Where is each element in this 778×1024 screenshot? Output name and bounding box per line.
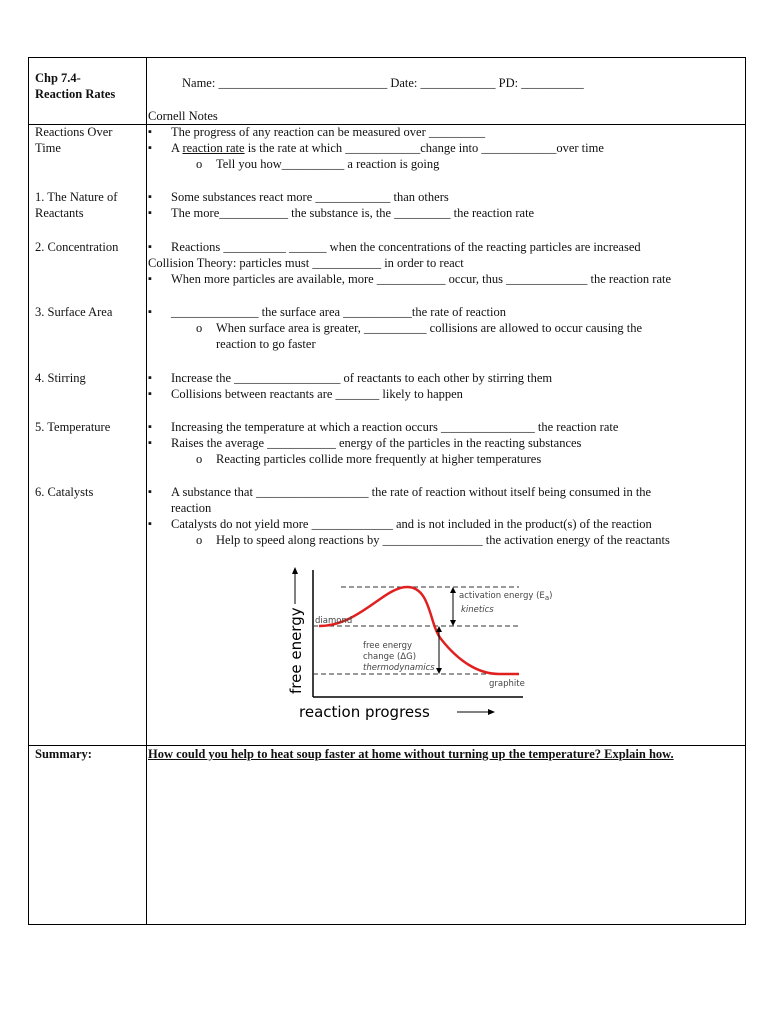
section-notes-concentration: [148, 239, 744, 287]
bullet-item: ▪ A substance that __________________ the rate of reaction without itself being consumed in the: [148, 484, 744, 500]
activation-energy-arrowhead-down: [450, 620, 456, 626]
section-heading-concentration: 2. Concentration: [35, 240, 119, 254]
sub-bullet-item: o When surface area is greater, __________ collisions are allowed to occur causing the: [196, 321, 643, 335]
section-heading-catalysts: 6. Catalysts: [35, 485, 94, 499]
section-heading-surface-area: 3. Surface Area: [35, 305, 113, 319]
sub-bullet-item: o Reacting particles collide more frequently at higher temperatures: [196, 452, 542, 466]
bullet-item: ▪ The progress of any reaction can be measured over _________: [148, 124, 744, 140]
reaction-rate-term: reaction rate: [182, 141, 245, 155]
bullet-item: ▪ Increase the _________________ of reactants to each other by stirring them: [148, 370, 744, 386]
chapter-topic: Reaction Rates: [35, 87, 116, 101]
section-heading-reactions-over-time: Reactions Over Time: [35, 125, 113, 155]
section-heading-nature-of-reactants: 1. The Nature of Reactants: [35, 190, 118, 220]
y-axis-arrowhead: [292, 567, 298, 574]
bullet-item: ▪ Some substances react more ____________ than others: [148, 189, 744, 205]
section-heading-temperature: 5. Temperature: [35, 420, 111, 434]
section-notes-nature-of-reactants: [148, 189, 744, 221]
summary-label: Summary:: [35, 747, 92, 761]
activation-energy-label: activation energy $(E_a)$: [459, 591, 553, 602]
bullet-item: ▪ Collisions between reactants are _______ likely to happen: [148, 386, 744, 402]
x-axis-arrowhead: [488, 709, 495, 715]
section-notes-temperature: [148, 419, 744, 467]
collision-theory-line: Collision Theory: particles must ___________ in order to react: [148, 256, 464, 270]
cornell-notes-page: [28, 57, 746, 925]
energy-diagram: [279, 564, 553, 724]
free-energy-change-label-1: free energy: [363, 641, 413, 651]
section-notes-catalysts: [148, 484, 744, 548]
section-notes-reactions-over-time: [148, 124, 744, 172]
bullet-item: ▪ ______________ the surface area ___________the rate of reaction: [148, 304, 744, 320]
bullet-item: ▪ Reactions __________ ______ when the concentrations of the reacting particles are increased: [148, 239, 744, 255]
y-axis-label: free energy: [287, 607, 305, 694]
cornell-notes-label: Cornell Notes: [148, 109, 218, 123]
bullet-continuation: reaction: [171, 501, 212, 515]
student-info-line: Name: ___________________________ Date: ____________ PD: __________: [182, 76, 584, 90]
diamond-label: diamond: [315, 616, 353, 626]
bullet-item: ▪ When more particles are available, more ___________ occur, thus _____________ the reaction rate: [148, 271, 744, 287]
free-energy-change-arrowhead-down: [436, 668, 442, 674]
activation-energy-arrowhead-up: [450, 587, 456, 593]
bullet-item: ▪ Catalysts do not yield more _____________ and is not included in the product(s) of the reaction: [148, 516, 744, 532]
x-axis-label: reaction progress: [299, 703, 430, 721]
section-notes-stirring: [148, 370, 744, 402]
bullet-item: ▪ The more___________ the substance is, the _________ the reaction rate: [148, 205, 744, 221]
bullet-item: ▪ A reaction rate is the rate at which ____________change into ____________over time: [148, 140, 744, 156]
chapter-number: Chp 7.4-: [35, 71, 81, 85]
section-heading-stirring: 4. Stirring: [35, 371, 86, 385]
chapter-title: [35, 70, 141, 102]
summary-question: How could you help to heat soup faster at home without turning up the temperature? Explain how.: [148, 747, 674, 761]
sub-bullet-item: o Tell you how__________ a reaction is going: [196, 157, 440, 171]
bullet-item: ▪ Raises the average ___________ energy of the particles in the reacting substances: [148, 435, 744, 451]
column-divider: [146, 58, 147, 924]
kinetics-label: kinetics: [461, 605, 494, 615]
free-energy-change-label-2: change (ΔG): [363, 652, 417, 662]
bullet-item: ▪ Increasing the temperature at which a reaction occurs _______________ the reaction rate: [148, 419, 744, 435]
sub-bullet-continuation: reaction to go faster: [216, 337, 316, 351]
sub-bullet-item: o Help to speed along reactions by ________________ the activation energy of the reactants: [196, 533, 670, 547]
section-notes-surface-area: [148, 304, 744, 352]
thermodynamics-label: thermodynamics: [363, 663, 435, 673]
graphite-label: graphite: [489, 679, 525, 689]
